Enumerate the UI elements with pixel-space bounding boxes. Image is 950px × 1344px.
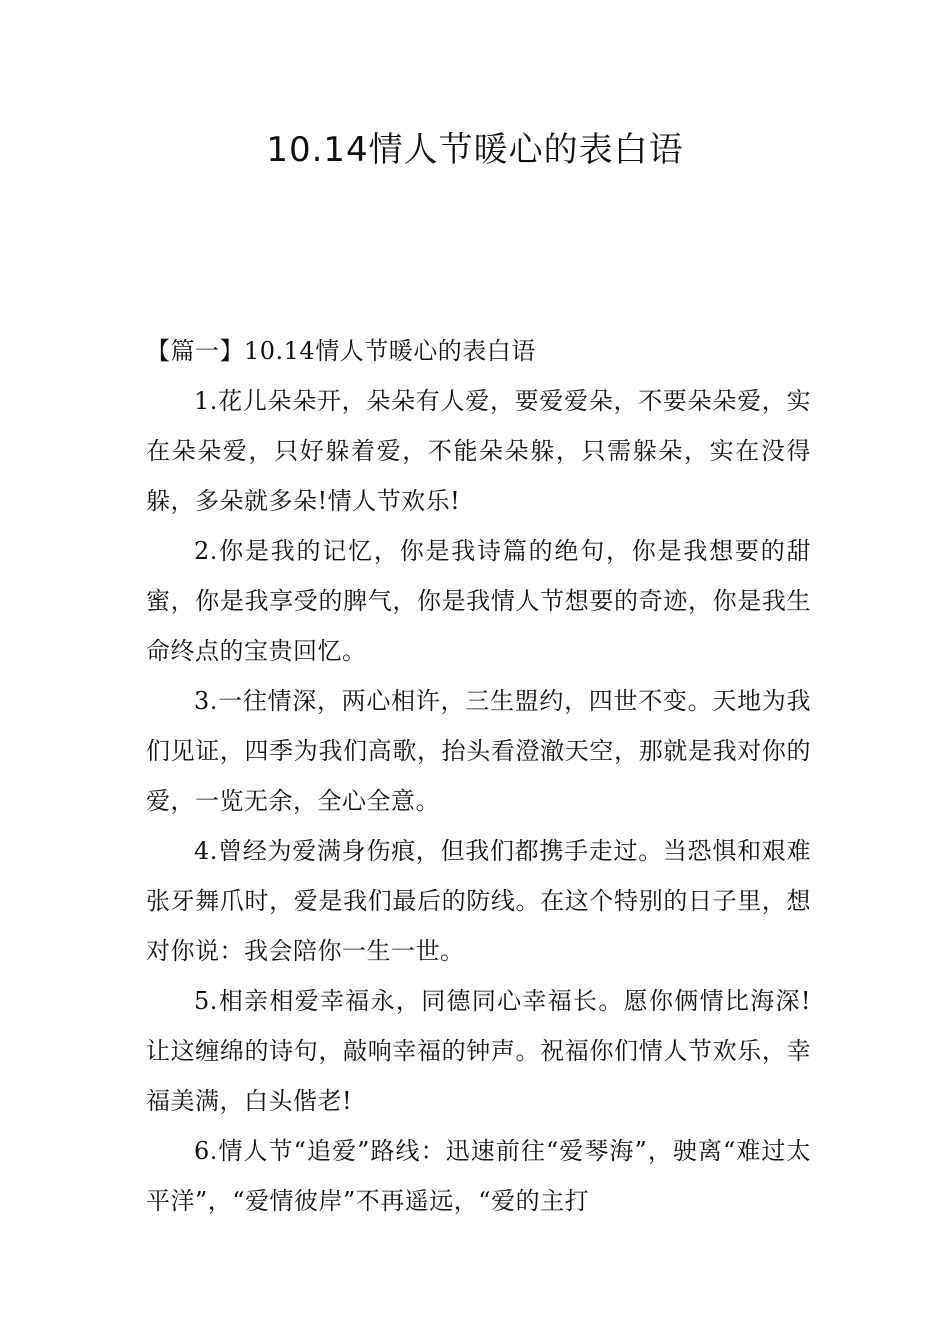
- paragraph-4: 4.曾经为爱满身伤痕，但我们都携手走过。当恐惧和艰难张牙舞爪时，爱是我们最后的防线。在这个特别的日子里，想对你说：我会陪你一生一世。: [146, 837, 811, 965]
- document-body: [146, 326, 811, 1226]
- paragraph-5: 5.相亲相爱幸福永，同德同心幸福长。愿你俩情比海深!让这缠绵的诗句，敲响幸福的钟声。祝福你们情人节欢乐，幸福美满，白头偕老!: [146, 987, 811, 1115]
- document-title: 10.14情人节暖心的表白语: [266, 130, 684, 170]
- paragraph-6: 6.情人节“追爱”路线：迅速前往“爱琴海”，驶离“难过太平洋”，“爱情彼岸”不再遥远，“爱的主打: [146, 1137, 811, 1215]
- section-heading: 【篇一】10.14情人节暖心的表白语: [146, 337, 536, 365]
- paragraph-3: 3.一往情深，两心相许，三生盟约，四世不变。天地为我们见证，四季为我们高歌，抬头看澄澈天空，那就是我对你的爱，一览无余，全心全意。: [146, 687, 811, 815]
- paragraph-1: 1.花儿朵朵开，朵朵有人爱，要爱爱朵，不要朵朵爱，实在朵朵爱，只好躲着爱，不能朵朵躲，只需躲朵，实在没得躲，多朵就多朵!情人节欢乐!: [146, 387, 811, 515]
- paragraph-2: 2.你是我的记忆，你是我诗篇的绝句，你是我想要的甜蜜，你是我享受的脾气，你是我情人节想要的奇迹，你是我生命终点的宝贵回忆。: [146, 537, 811, 665]
